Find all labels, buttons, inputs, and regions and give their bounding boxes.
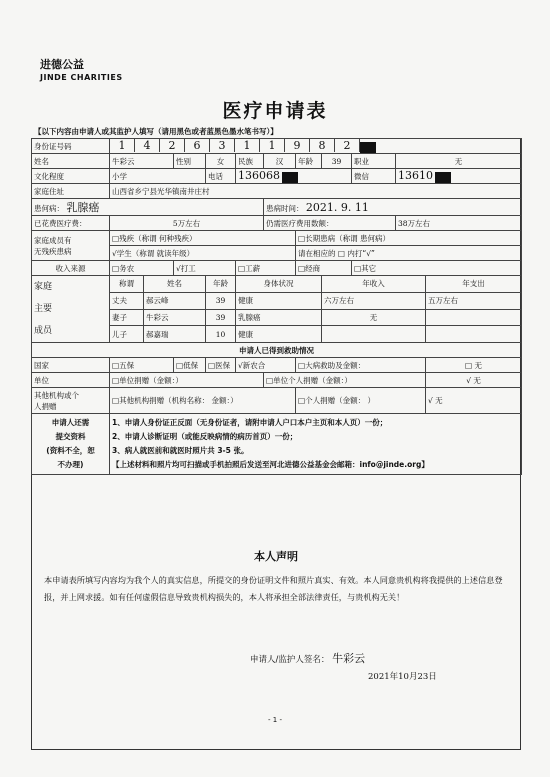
disabled-option[interactable]: □残疾（称谓 何种残疾） bbox=[110, 231, 296, 246]
col-expense: 年支出 bbox=[426, 276, 522, 293]
spent-label: 已花费医疗费： bbox=[32, 216, 110, 231]
disease-row bbox=[32, 199, 522, 216]
req-item: 1、申请人身份证正反面（无身份证者，请附申请人户口本户主页和本人页）一份； bbox=[112, 418, 388, 427]
id-digit: 6 bbox=[185, 139, 210, 152]
id-digit: 1 bbox=[235, 139, 260, 152]
name-row bbox=[32, 154, 522, 169]
aid-head-row bbox=[32, 343, 522, 358]
page-title: 医疗申请表 bbox=[222, 100, 328, 122]
phone-label: 电话 bbox=[206, 169, 236, 184]
remaining-value: 38万左右 bbox=[396, 216, 522, 231]
check-mark-icon: √ bbox=[112, 248, 117, 258]
farming-option[interactable]: □务农 bbox=[110, 261, 174, 276]
disease-value: 乳腺癌 bbox=[66, 201, 100, 214]
close-paren: ） bbox=[344, 375, 352, 385]
occupation-value: 无 bbox=[396, 154, 522, 169]
col-income: 年收入 bbox=[322, 276, 426, 293]
salary-option[interactable]: □工薪 bbox=[236, 261, 296, 276]
member-income: 六万左右 bbox=[322, 292, 426, 309]
requirements-row bbox=[32, 414, 522, 475]
col-age: 年龄 bbox=[206, 276, 236, 293]
member-age: 39 bbox=[206, 292, 236, 309]
check-mark-icon: √ bbox=[238, 360, 243, 370]
age-label: 年龄 bbox=[296, 154, 322, 169]
member-expense bbox=[426, 309, 522, 326]
member-relation: 丈夫 bbox=[110, 292, 144, 309]
family-header-row bbox=[32, 276, 522, 293]
gender-value: 女 bbox=[206, 154, 236, 169]
id-digit: 2 bbox=[160, 139, 185, 152]
logo-cn: 进德公益 bbox=[40, 58, 84, 71]
family-sick-label-1: 家庭成员有 bbox=[34, 235, 72, 245]
business-option[interactable]: □经商 bbox=[296, 261, 352, 276]
none-label: 无 bbox=[473, 375, 481, 385]
check-mark-icon: √ bbox=[428, 396, 433, 405]
chronic-option[interactable]: □长期患病（称谓 患何病） bbox=[296, 231, 522, 246]
onset-value: 2021. 9. 11 bbox=[305, 200, 369, 214]
member-name: 牛彩云 bbox=[144, 309, 206, 326]
work-option[interactable] bbox=[174, 261, 236, 276]
req-item: 【上述材料和照片均可扫描或手机拍照后发送至河北进德公益基金会邮箱：info@jinde.org】 bbox=[112, 460, 429, 469]
logo bbox=[40, 56, 123, 83]
country-label: 国家 bbox=[32, 358, 110, 373]
page-number: - 1 - bbox=[268, 716, 282, 724]
member-income: 无 bbox=[322, 309, 426, 326]
wechat-text: 13610 bbox=[398, 169, 433, 183]
address-row bbox=[32, 184, 522, 199]
address-label: 家庭住址 bbox=[32, 184, 110, 199]
family-sick-label-2: 无残疾患病 bbox=[34, 246, 72, 256]
income-label: 收入来源 bbox=[32, 261, 110, 276]
member-health: 健康 bbox=[236, 292, 322, 309]
other-none-option[interactable] bbox=[426, 388, 522, 414]
name-label: 姓名 bbox=[32, 154, 110, 169]
req-label-3: (资料不全，恕 bbox=[46, 446, 95, 455]
gender-label: 性别 bbox=[174, 154, 206, 169]
member-age: 39 bbox=[206, 309, 236, 326]
other-aid-row bbox=[32, 388, 522, 414]
unit-personal-option[interactable] bbox=[264, 373, 426, 388]
id-label: 身份证号码 bbox=[32, 139, 110, 154]
none-label: 无 bbox=[435, 396, 443, 405]
family-label bbox=[32, 276, 110, 343]
name-value: 牛彩云 bbox=[110, 154, 174, 169]
other-org-label-1: 其他机构或个 bbox=[34, 390, 79, 400]
family-label-2: 主要 bbox=[34, 304, 53, 314]
requirements-label bbox=[32, 414, 110, 475]
id-digit: 9 bbox=[285, 139, 310, 152]
age-value: 39 bbox=[322, 154, 352, 169]
fill-note: 请在相应的 □ 内打“√” bbox=[296, 246, 522, 261]
family-sick-row-1 bbox=[32, 231, 522, 246]
signature-label: 申请人/监护人签名： bbox=[250, 655, 330, 665]
disease-label: 患何病： bbox=[34, 204, 64, 213]
application-form bbox=[31, 138, 522, 475]
logo-en: JINDE CHARITIES bbox=[40, 73, 123, 82]
other-org-label bbox=[32, 388, 110, 414]
work-label: 打工 bbox=[180, 263, 196, 273]
serious-aid-option[interactable]: □大病救助及金额： bbox=[296, 358, 426, 373]
req-label-1: 申请人还需 bbox=[51, 418, 90, 427]
id-digit: 8 bbox=[310, 139, 335, 152]
member-expense bbox=[426, 326, 522, 343]
instruction: 【以下内容由申请人或其监护人填写（请用黑色或者蓝黑色墨水笔书写）】 bbox=[34, 127, 278, 136]
id-digit: 2 bbox=[335, 139, 360, 152]
unit-personal-label: □单位个人捐赠（金额： bbox=[266, 375, 345, 385]
disease-cell bbox=[32, 199, 264, 216]
country-aid-row bbox=[32, 358, 522, 373]
family-label-3: 成员 bbox=[34, 326, 53, 336]
member-expense: 五万左右 bbox=[426, 292, 522, 309]
onset-label: 患病时间： bbox=[266, 203, 304, 213]
member-relation: 儿子 bbox=[110, 326, 144, 343]
unit-none-option[interactable] bbox=[426, 373, 522, 388]
id-digit: 4 bbox=[135, 139, 160, 152]
country-none-option[interactable]: □ 无 bbox=[426, 358, 522, 373]
check-mark-icon: √ bbox=[176, 263, 181, 273]
wechat-label: 微信 bbox=[352, 169, 396, 184]
personal-donate-option[interactable]: □个人捐赠（金额： ） bbox=[296, 388, 426, 414]
dibao-option[interactable]: □低保 bbox=[174, 358, 206, 373]
redaction bbox=[360, 142, 376, 153]
col-relation: 称谓 bbox=[110, 276, 144, 293]
xinnonghe-label: 新农合 bbox=[242, 360, 266, 370]
occupation-label: 职业 bbox=[352, 154, 396, 169]
unit-aid-row bbox=[32, 373, 522, 388]
other-org-donate-option[interactable]: □其他机构捐赠（机构名称： 金额：） bbox=[110, 388, 296, 414]
address-value: 山西省乡宁县光华镇南井庄村 bbox=[110, 184, 522, 199]
member-name: 郝嘉瑞 bbox=[144, 326, 206, 343]
signature-line bbox=[250, 650, 365, 666]
ethnicity-value: 汉 bbox=[264, 154, 296, 169]
income-row bbox=[32, 261, 522, 276]
col-health: 身体状况 bbox=[236, 276, 322, 293]
education-value: 小学 bbox=[110, 169, 206, 184]
member-name: 郝云峰 bbox=[144, 292, 206, 309]
id-digit: 3 bbox=[210, 139, 235, 152]
student-option[interactable] bbox=[110, 246, 296, 261]
check-mark-icon: √ bbox=[466, 375, 471, 385]
member-age: 10 bbox=[206, 326, 236, 343]
member-health: 健康 bbox=[236, 326, 322, 343]
id-row bbox=[32, 139, 522, 154]
family-sick-label bbox=[32, 231, 110, 261]
id-digit: 1 bbox=[110, 139, 135, 152]
redaction bbox=[282, 172, 298, 183]
wubao-option[interactable]: □五保 bbox=[110, 358, 174, 373]
req-label-4: 不办理) bbox=[57, 460, 84, 469]
other-org-label-2: 人捐赠 bbox=[34, 401, 57, 411]
col-name: 姓名 bbox=[144, 276, 206, 293]
req-item: 3、病人就医前和就医时照片共 3-5 张。 bbox=[112, 446, 249, 455]
member-income bbox=[322, 326, 426, 343]
id-digit: 1 bbox=[260, 139, 285, 152]
education-label: 文化程度 bbox=[32, 169, 110, 184]
phone-text: 136068 bbox=[238, 169, 280, 183]
spent-value: 5万左右 bbox=[110, 216, 264, 231]
aid-heading: 申请人已得到救助情况 bbox=[32, 343, 522, 358]
id-value bbox=[110, 139, 522, 154]
req-label-2: 提交资料 bbox=[55, 432, 86, 441]
phone-value bbox=[236, 169, 352, 184]
declaration-text: 本申请表所填写内容均为我个人的真实信息，所提交的身份证明文件和照片真实、有效。本人同意贵机构将我提供的上述信息登报，并上网求援。如有任何虚假信息导致贵机构损失的，本人将承担全部法律责任，与贵机构无关！ bbox=[44, 575, 503, 602]
member-relation: 妻子 bbox=[110, 309, 144, 326]
member-health: 乳腺癌 bbox=[236, 309, 322, 326]
req-item: 2、申请人诊断证明（或能反映病情的病历首页）一份； bbox=[112, 432, 298, 441]
yibao-option[interactable]: □医保 bbox=[206, 358, 236, 373]
student-label: 学生（称谓 就读年级） bbox=[116, 248, 195, 258]
onset-cell bbox=[264, 199, 522, 216]
declaration-title: 本人声明 bbox=[254, 550, 298, 563]
family-label-1: 家庭 bbox=[34, 282, 53, 292]
unit-donate-option[interactable] bbox=[110, 373, 264, 388]
cost-row bbox=[32, 216, 522, 231]
redaction bbox=[435, 172, 451, 183]
close-paren: ） bbox=[175, 375, 183, 385]
ethnicity-label: 民族 bbox=[236, 154, 264, 169]
education-row bbox=[32, 169, 522, 184]
unit-label: 单位 bbox=[32, 373, 110, 388]
unit-donate-label: □单位捐赠（金额： bbox=[112, 375, 176, 385]
remaining-label: 仍需医疗费用数额： bbox=[264, 216, 396, 231]
other-option[interactable]: □其它 bbox=[352, 261, 522, 276]
wechat-value bbox=[396, 169, 522, 184]
sign-date: 2021年10月23日 bbox=[368, 672, 437, 682]
requirements-list bbox=[110, 414, 522, 475]
xinnonghe-option[interactable] bbox=[236, 358, 296, 373]
signature: 牛彩云 bbox=[332, 652, 366, 665]
